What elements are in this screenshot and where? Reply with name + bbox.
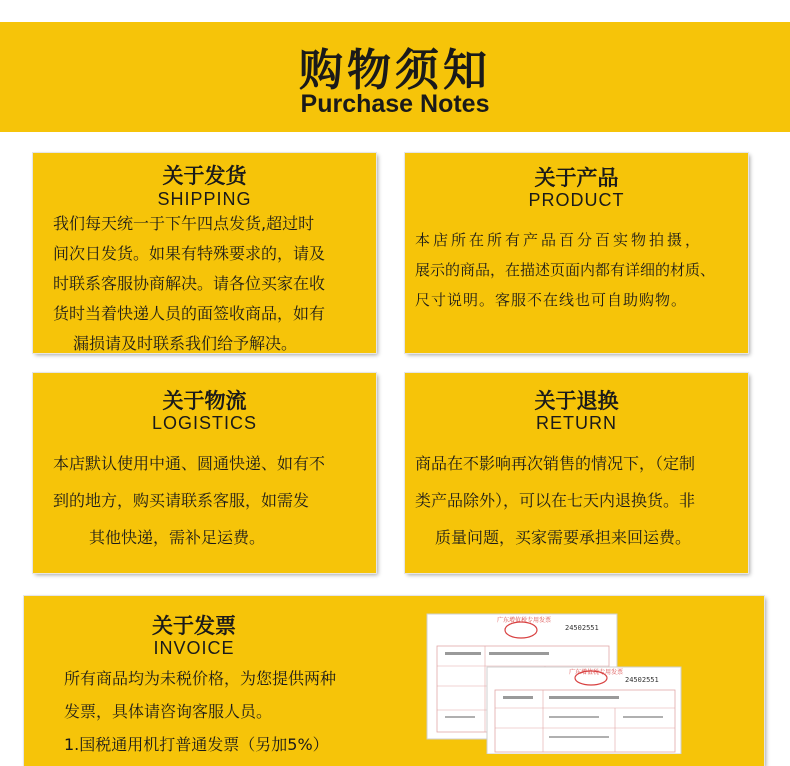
card-line: 所有商品均为未税价格，为您提供两种 bbox=[64, 669, 337, 688]
card-line: 间次日发货。如果有特殊要求的，请及 bbox=[53, 244, 326, 263]
card-line: 展示的商品，在描述页面内都有详细的材质、 bbox=[415, 261, 716, 279]
card-title: 关于发货 bbox=[162, 164, 247, 188]
card-subtitle: RETURN bbox=[536, 413, 617, 433]
card-line: 类产品除外），可以在七天内退换货。非 bbox=[415, 491, 696, 510]
card-title: 关于物流 bbox=[162, 389, 247, 413]
invoice-header-text: 广东增值税专用发票 bbox=[569, 669, 624, 676]
invoice-sample-image bbox=[425, 612, 685, 754]
card-line: 货时当着快递人员的面签收商品，如有 bbox=[53, 304, 326, 323]
page-title: 购物须知 bbox=[299, 45, 491, 96]
card-logistics bbox=[33, 373, 376, 573]
card-line: 时联系客服协商解决。请各位买家在收 bbox=[53, 274, 326, 293]
card-body bbox=[53, 445, 325, 556]
invoice-header-text: 广东增值税专用发票 bbox=[497, 617, 552, 624]
card-body bbox=[53, 209, 325, 359]
card-line: 商品在不影响再次销售的情况下，（定制 bbox=[415, 454, 696, 473]
card-line: 我们每天统一于下午四点发货,超过时 bbox=[53, 214, 315, 233]
card-line: 本店所在所有产品百分百实物拍摄， bbox=[415, 231, 704, 249]
card-shipping bbox=[33, 153, 376, 353]
card-subtitle: SHIPPING bbox=[157, 189, 252, 209]
card-title: 关于产品 bbox=[534, 166, 619, 190]
card-line: 发票，具体请咨询客服人员。 bbox=[64, 702, 273, 721]
card-line: 尺寸说明。客服不在线也可自助购物。 bbox=[415, 291, 688, 309]
card-line: 质量问题，买家需要承担来回运费。 bbox=[435, 528, 692, 547]
card-body bbox=[415, 445, 695, 556]
invoice-number: 24502551 bbox=[625, 676, 659, 684]
card-product bbox=[405, 153, 748, 353]
card-line: 漏损请及时联系我们给予解决。 bbox=[73, 334, 298, 353]
card-subtitle: INVOICE bbox=[153, 638, 235, 658]
card-title: 关于发票 bbox=[152, 614, 236, 638]
card-return bbox=[405, 373, 748, 573]
invoice-number: 24502551 bbox=[565, 624, 599, 632]
card-line: 本店默认使用中通、圆通快递、如有不 bbox=[53, 454, 326, 473]
card-body bbox=[415, 225, 715, 315]
card-subtitle: PRODUCT bbox=[528, 190, 625, 210]
card-line: 1.国税通用机打普通发票（另加5%） bbox=[64, 735, 329, 754]
card-body bbox=[64, 662, 336, 761]
card-subtitle: LOGISTICS bbox=[151, 413, 258, 433]
card-title: 关于退换 bbox=[534, 389, 619, 413]
page-subtitle: Purchase Notes bbox=[300, 90, 490, 118]
card-line: 其他快递，需补足运费。 bbox=[89, 528, 266, 547]
card-line: 到的地方，购买请联系客服，如需发 bbox=[53, 491, 310, 510]
